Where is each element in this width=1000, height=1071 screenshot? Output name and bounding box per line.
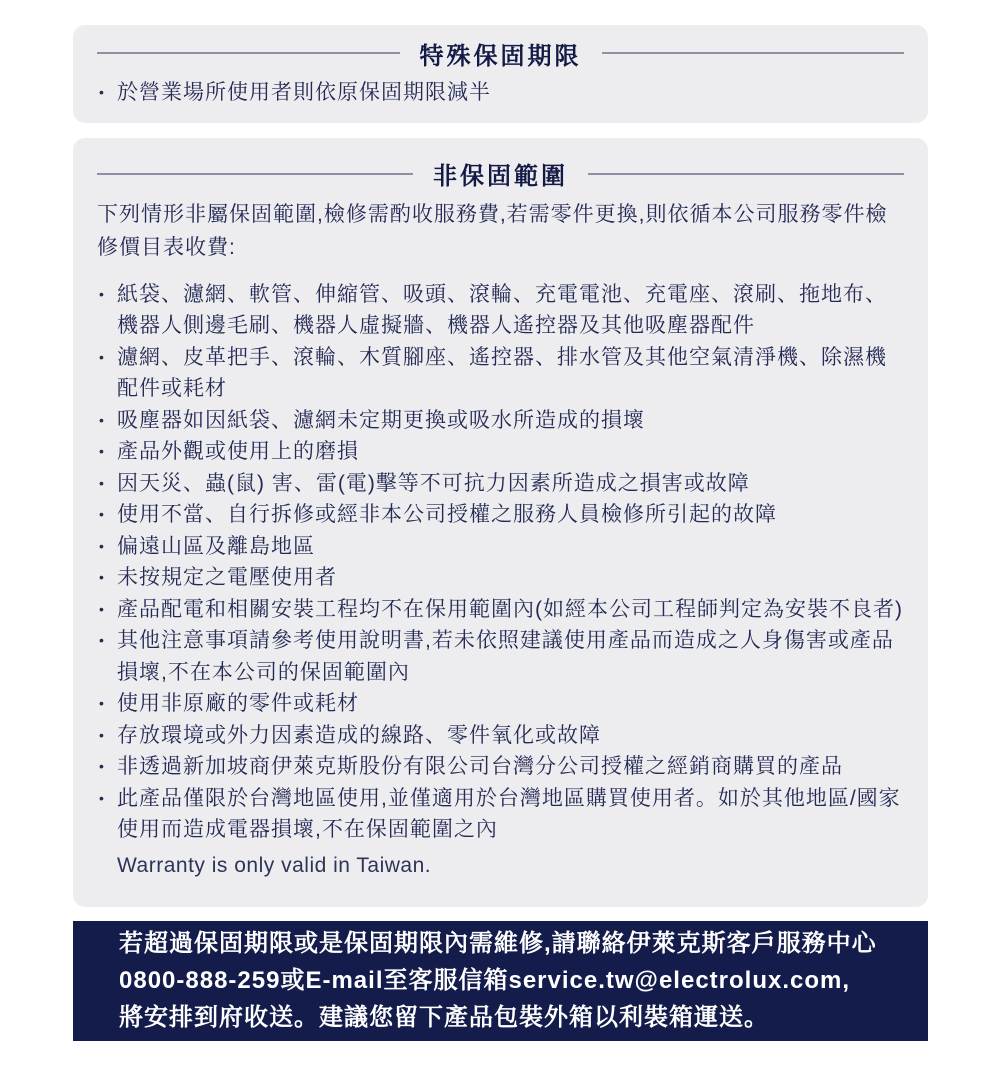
non-warranty-item: • 使用不當、自行拆修或經非本公司授權之服務人員檢修所引起的故障	[97, 499, 904, 531]
special-warranty-title: 特殊保固期限	[419, 42, 582, 70]
non-warranty-item: • 使用非原廠的零件或耗材	[97, 688, 904, 720]
contact-footer-banner	[73, 921, 928, 1041]
banner-line: 將安排到府收送。建議您留下產品包裝外箱以利裝箱運送。	[119, 1004, 769, 1031]
non-warranty-item: • 濾網、皮革把手、滾輪、木質腳座、遙控器、排水管及其他空氣清淨機、除濕機配件或耗材	[97, 342, 904, 405]
non-warranty-item: • 其他注意事項請參考使用說明書,若未依照建議使用產品而造成之人身傷害或產品損壞,不在本公司的保固範圍內	[97, 625, 904, 688]
non-warranty-item: • 非透過新加坡商伊萊克斯股份有限公司台灣分公司授權之經銷商購買的產品	[97, 751, 904, 783]
non-warranty-list	[97, 279, 904, 846]
title-rule-right	[602, 52, 905, 54]
non-warranty-item: • 此產品僅限於台灣地區使用,並僅適用於台灣地區購買使用者。如於其他地區/國家使用而造成電器損壞,不在保固範圍之內	[97, 783, 904, 846]
title-rule-left	[97, 173, 413, 175]
special-warranty-section	[73, 25, 928, 123]
banner-line: 0800-888-259或E-mail至客服信箱service.tw@electrolux.com,	[119, 967, 851, 994]
non-warranty-item: • 吸塵器如因紙袋、濾網未定期更換或吸水所造成的損壞	[97, 405, 904, 437]
special-warranty-item: • 於營業場所使用者則依原保固期限減半	[97, 77, 904, 109]
non-warranty-item: • 因天災、蟲(鼠) 害、雷(電)擊等不可抗力因素所造成之損害或故障	[97, 468, 904, 500]
footer-banner-lines	[119, 925, 902, 1036]
non-warranty-section	[73, 138, 928, 907]
non-warranty-item: • 產品外觀或使用上的磨損	[97, 436, 904, 468]
non-warranty-intro: 下列情形非屬保固範圍,檢修需酌收服務費,若需零件更換,則依循本公司服務零件檢修價目表收費:	[97, 202, 888, 259]
non-warranty-title: 非保固範圍	[433, 163, 568, 190]
non-warranty-item: • 紙袋、濾網、軟管、伸縮管、吸頭、滾輪、充電電池、充電座、滾刷、拖地布、機器人側邊毛刷、機器人虛擬牆、機器人遙控器及其他吸塵器配件	[97, 279, 904, 342]
warranty-taiwan-note: Warranty is only valid in Taiwan.	[117, 853, 432, 877]
non-warranty-item: • 偏遠山區及離島地區	[97, 531, 904, 563]
title-rule-right	[588, 173, 904, 175]
special-warranty-list	[97, 77, 904, 109]
title-rule-left	[97, 52, 400, 54]
non-warranty-item: • 未按規定之電壓使用者	[97, 562, 904, 594]
banner-line: 若超過保固期限或是保固期限內需維修,請聯絡伊萊克斯客戶服務中心	[119, 930, 877, 957]
special-warranty-header	[97, 37, 904, 69]
non-warranty-item: • 產品配電和相關安裝工程均不在保用範圍內(如經本公司工程師判定為安裝不良者)	[97, 594, 904, 626]
non-warranty-item: • 存放環境或外力因素造成的線路、零件氧化或故障	[97, 720, 904, 752]
non-warranty-header	[97, 158, 904, 190]
